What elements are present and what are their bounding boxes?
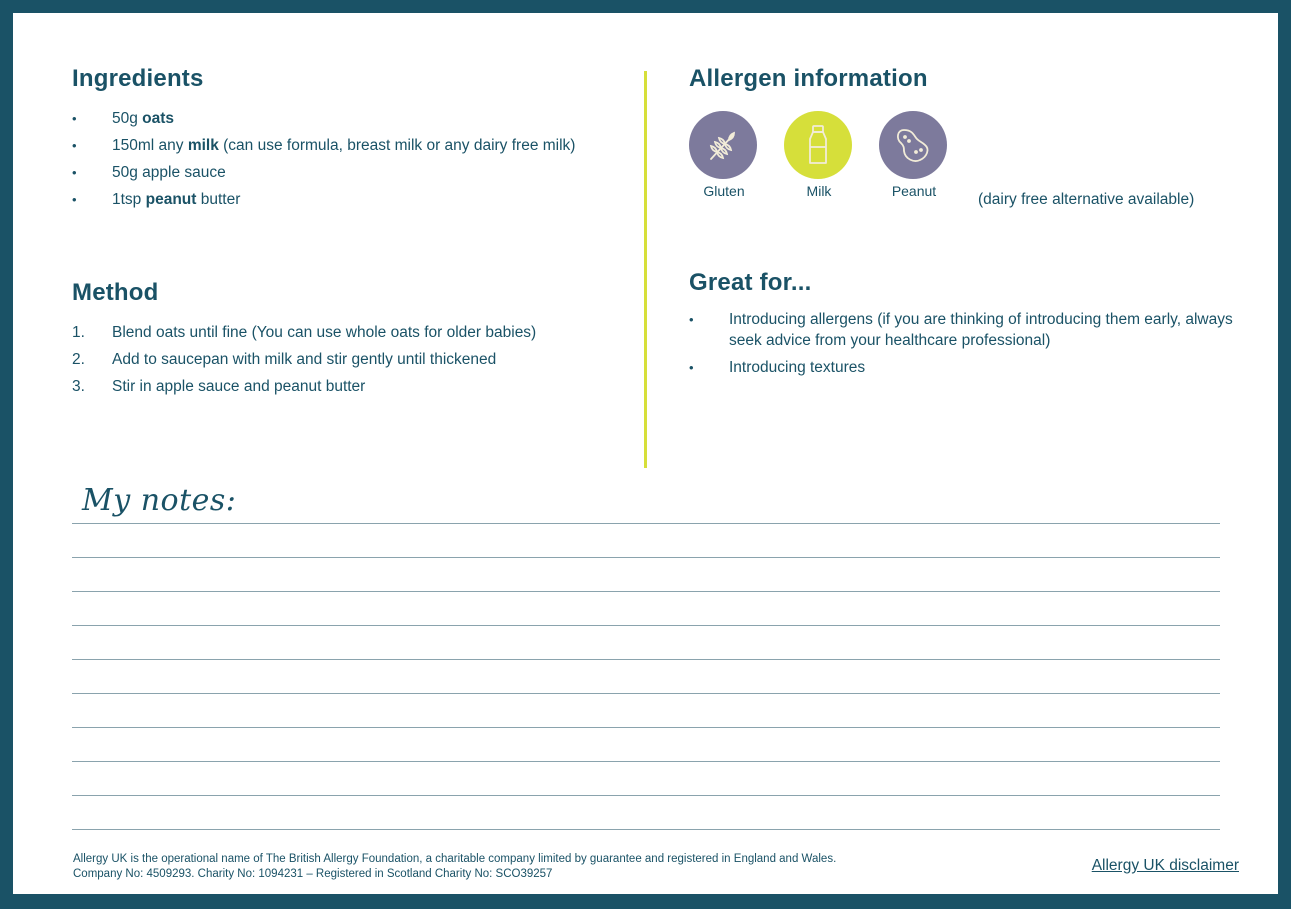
- great-for-list: [689, 309, 1249, 378]
- note-line: [72, 591, 1220, 625]
- note-line: [72, 693, 1220, 727]
- footer-line: Company No: 4509293. Charity No: 1094231 – Registered in Scotland Charity No: SCO39257: [73, 868, 553, 880]
- allergen-peanut: [879, 111, 949, 199]
- allergen-note: (dairy free alternative available): [978, 191, 1195, 208]
- allergen-heading: Allergen information: [689, 65, 928, 92]
- allergen-label: Milk: [806, 183, 832, 199]
- note-line: [72, 523, 1220, 557]
- note-line: [72, 625, 1220, 659]
- note-line: [72, 727, 1220, 761]
- milk-bottle-icon: [784, 111, 852, 179]
- notes-heading: My notes:: [82, 483, 237, 518]
- method-heading: Method: [72, 279, 159, 306]
- method-section: [72, 279, 632, 400]
- note-line: [72, 761, 1220, 795]
- disclaimer-link[interactable]: Allergy UK disclaimer: [1091, 857, 1239, 874]
- ingredient-item: • 50g oats: [72, 110, 175, 127]
- column-divider: [644, 71, 647, 468]
- note-line: [72, 557, 1220, 591]
- ingredient-item: • 1tsp peanut butter: [72, 191, 241, 208]
- peanut-icon: [879, 111, 947, 179]
- allergen-label: Peanut: [891, 183, 937, 199]
- method-step: 1. Blend oats until fine (You can use whole oats for older babies): [72, 324, 537, 341]
- ingredients-section: [72, 65, 632, 213]
- footer-legal: [73, 852, 973, 882]
- method-list: [72, 319, 632, 400]
- recipe-card: [13, 13, 1278, 894]
- method-step: 3. Stir in apple sauce and peanut butter: [72, 378, 366, 395]
- ingredient-item: • 50g apple sauce: [72, 164, 226, 181]
- ingredients-heading: Ingredients: [72, 65, 204, 92]
- ingredient-item: • 150ml any milk (can use formula, breast milk or any dairy free milk): [72, 137, 576, 154]
- allergen-milk: [784, 111, 854, 199]
- allergen-gluten: [689, 111, 759, 199]
- method-step: 2. Add to saucepan with milk and stir gently until thickened: [72, 351, 497, 368]
- notes-section: [72, 481, 1220, 863]
- ingredients-list: [72, 105, 632, 213]
- allergen-label: Gluten: [703, 183, 745, 199]
- footer-line: Allergy UK is the operational name of The British Allergy Foundation, a charitable company limited by guarantee and registered in England and Wales.: [73, 853, 837, 865]
- wheat-icon: [689, 111, 757, 179]
- allergen-icons: [689, 111, 1249, 209]
- note-line: [72, 795, 1220, 829]
- left-column: [72, 65, 632, 400]
- allergen-section: [689, 65, 1249, 209]
- note-line: [72, 659, 1220, 693]
- great-for-heading: Great for...: [689, 269, 812, 296]
- great-for-item: • Introducing textures: [689, 359, 866, 376]
- right-column: [689, 65, 1249, 384]
- great-for-item: • Introducing allergens (if you are thinking of introducing them early, always seek advice from your healthcare professional): [689, 311, 1233, 349]
- great-for-section: [689, 269, 1249, 378]
